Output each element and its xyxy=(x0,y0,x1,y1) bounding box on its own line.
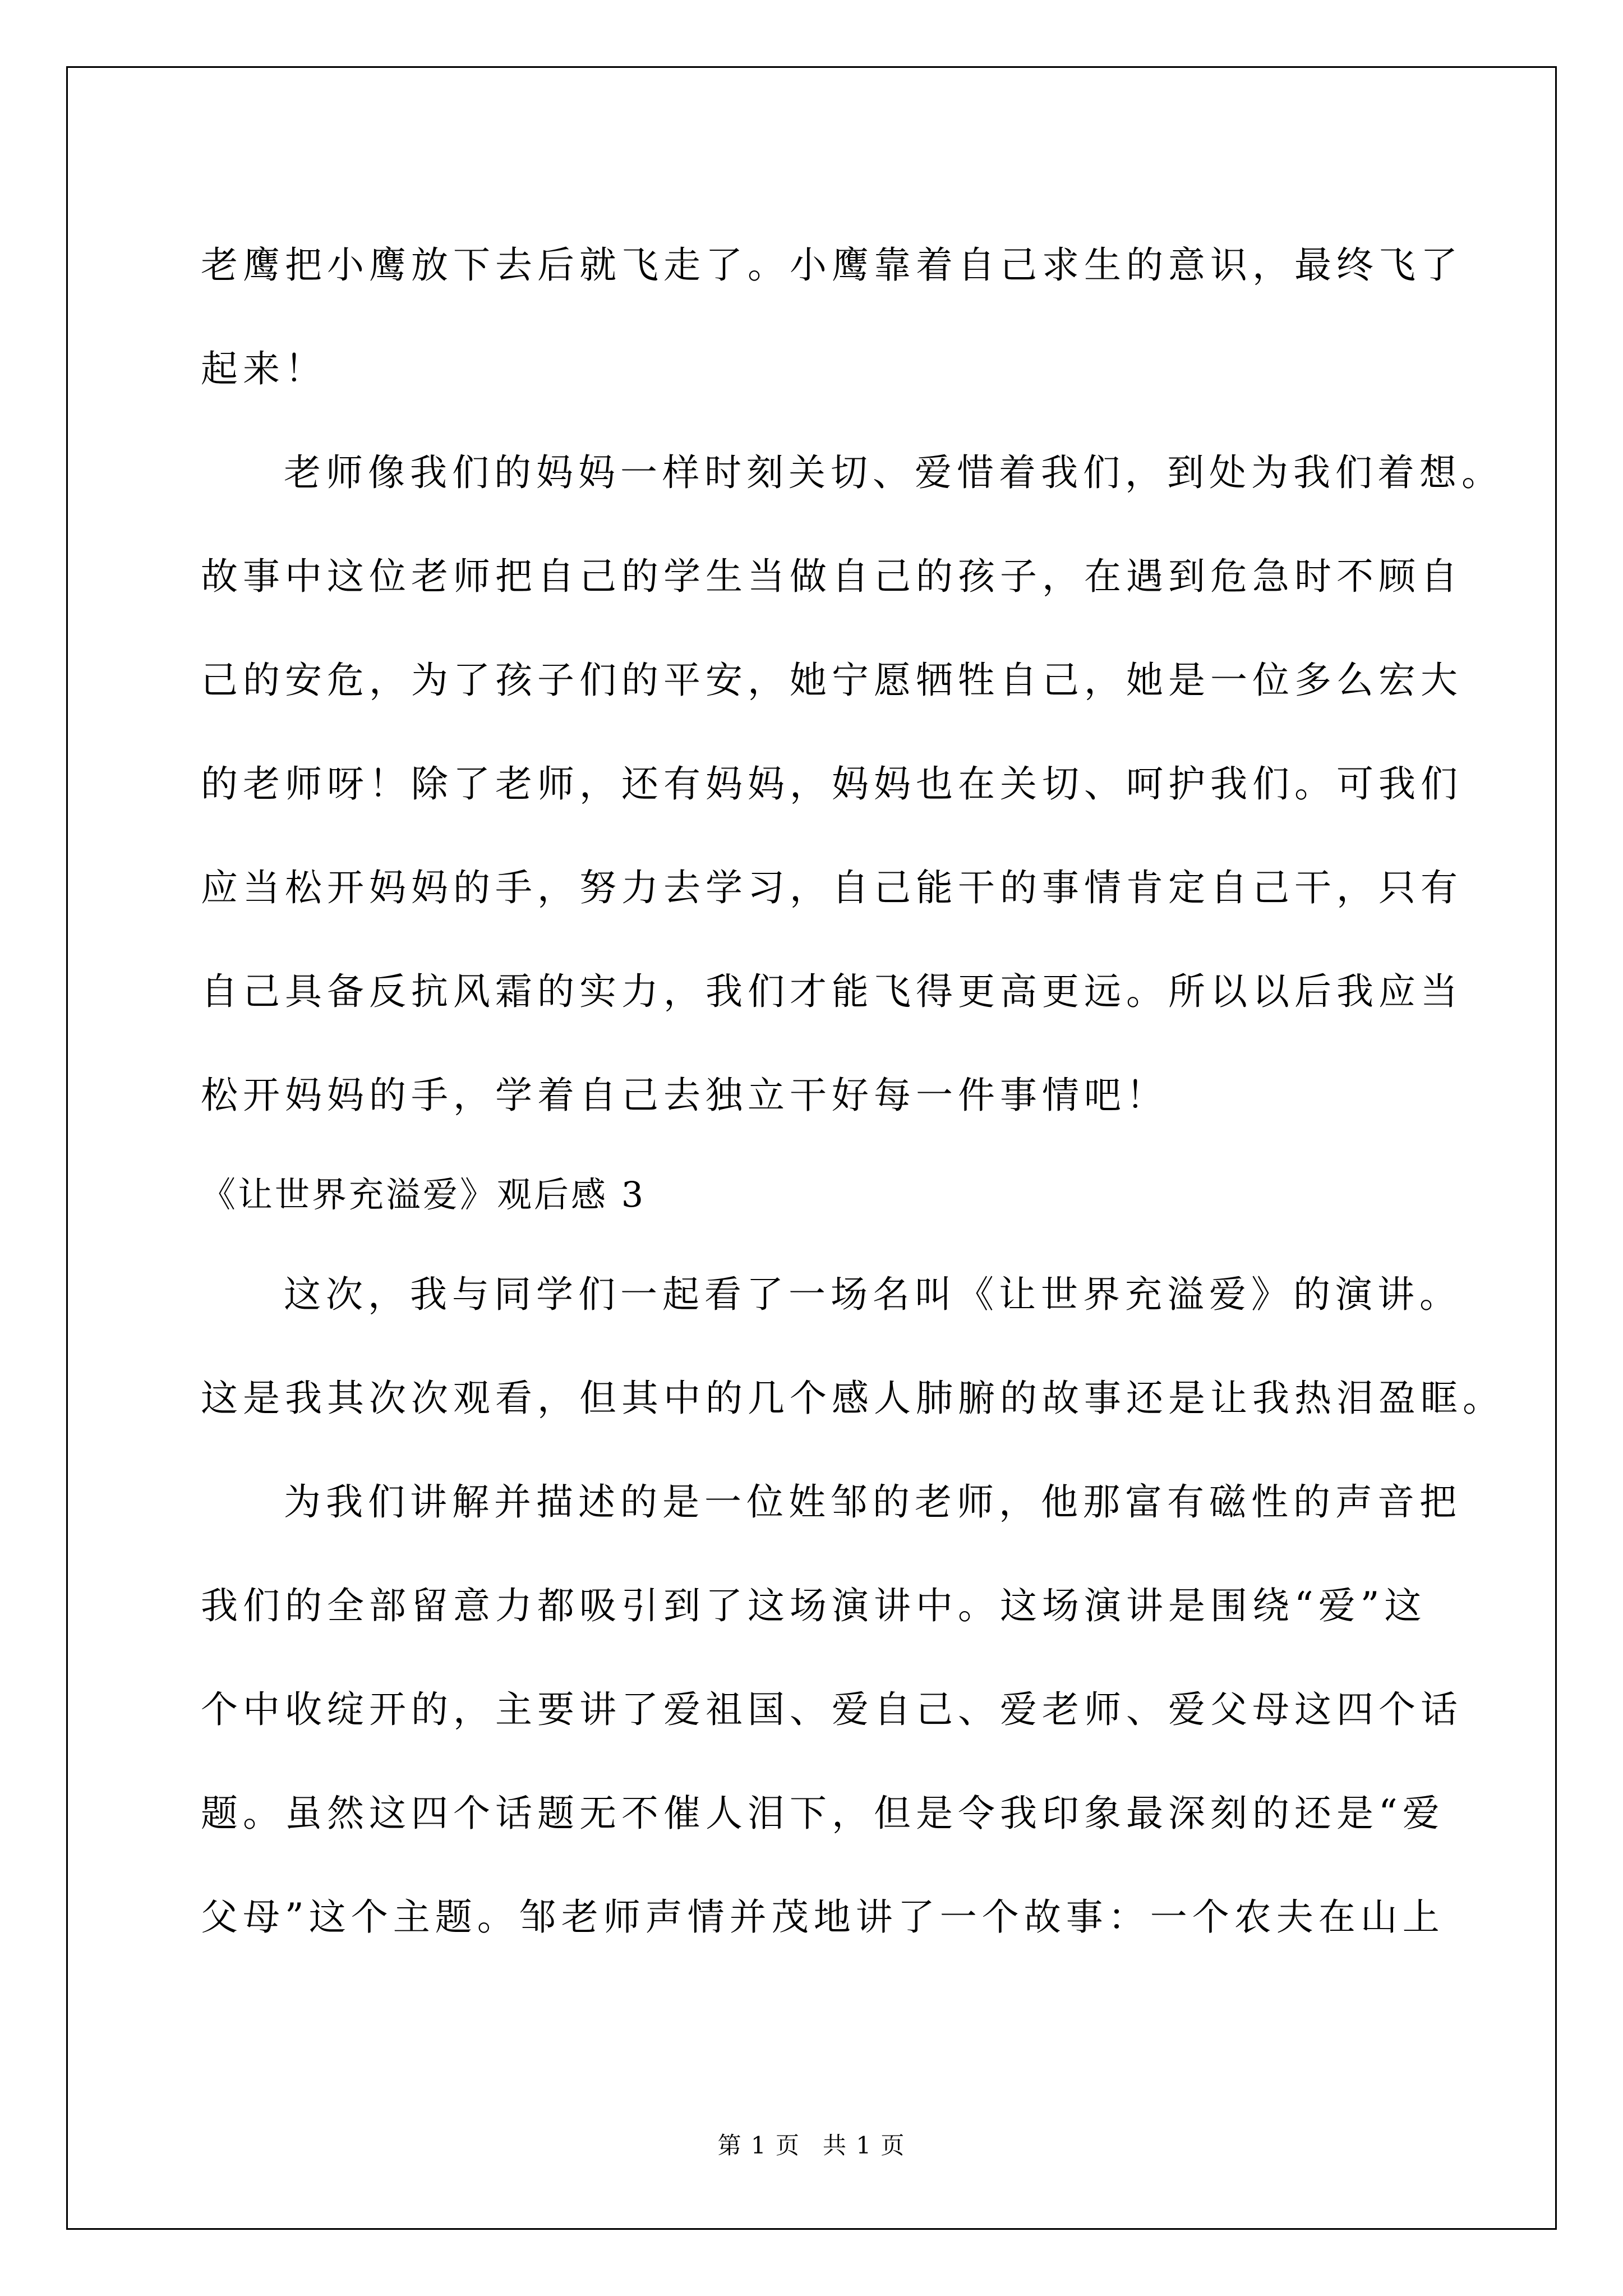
section-heading: 《让世界充溢爱》观后感 3 xyxy=(201,1174,646,1215)
paragraph-line-14: 个中收绽开的，主要讲了爱祖国、爱自己、爱老师、爱父母这四个话 xyxy=(201,1688,1463,1731)
paragraph-line-9: 松开妈妈的手，学着自己去独立干好每一件事情吧！ xyxy=(201,1074,1168,1117)
paragraph-line-10: 这次，我与同学们一起看了一场名叫《让世界充溢爱》的演讲。 xyxy=(284,1273,1461,1316)
paragraph-line-13: 我们的全部留意力都吸引到了这场演讲中。这场演讲是围绕“爱”这 xyxy=(201,1584,1427,1627)
paragraph-line-3: 老师像我们的妈妈一样时刻关切、爱惜着我们，到处为我们着想。 xyxy=(284,451,1504,494)
page-footer xyxy=(0,2129,1623,2162)
paragraph-line-6: 的老师呀！除了老师，还有妈妈，妈妈也在关切、呵护我们。可我们 xyxy=(201,762,1463,806)
paragraph-line-7: 应当松开妈妈的手，努力去学习，自己能干的事情肯定自己干，只有 xyxy=(201,866,1463,909)
paragraph-line-4: 故事中这位老师把自己的学生当做自己的孩子，在遇到危急时不顾自 xyxy=(201,555,1463,598)
paragraph-line-5: 己的安危，为了孩子们的平安，她宁愿牺牲自己，她是一位多么宏大 xyxy=(201,659,1463,702)
paragraph-line-2: 起来！ xyxy=(201,347,327,390)
document-body xyxy=(201,213,1505,1969)
page-total: 共 1 页 xyxy=(823,2132,906,2159)
paragraph-line-16: 父母”这个主题。邹老师声情并茂地讲了一个故事：一个农夫在山上 xyxy=(201,1895,1445,1939)
paragraph-line-15: 题。虽然这四个话题无不催人泪下，但是令我印象最深刻的还是“爱 xyxy=(201,1792,1445,1835)
paragraph-line-8: 自己具备反抗风霜的实力，我们才能飞得更高更远。所以以后我应当 xyxy=(201,970,1463,1013)
paragraph-line-11: 这是我其次次观看，但其中的几个感人肺腑的故事还是让我热泪盈眶。 xyxy=(201,1377,1505,1420)
paragraph-line-12: 为我们讲解并描述的是一位姓邹的老师，他那富有磁性的声音把 xyxy=(284,1480,1461,1524)
paragraph-line-1: 老鹰把小鹰放下去后就飞走了。小鹰靠着自己求生的意识，最终飞了 xyxy=(201,243,1463,287)
page-number: 第 1 页 xyxy=(717,2132,800,2159)
